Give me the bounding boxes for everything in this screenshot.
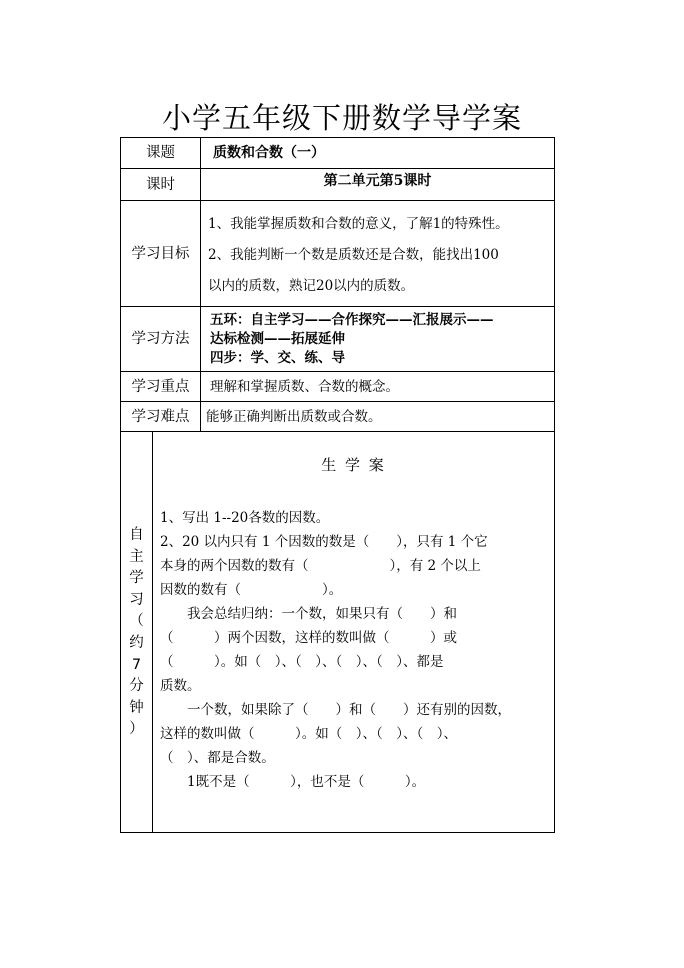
goals-line: 1、我能掌握质数和合数的意义，了解1的特殊性。 — [208, 216, 509, 232]
goals-label: 学习目标 — [131, 246, 190, 262]
goals-line: 2、我能判断一个数是质数还是合数，能找出100 — [208, 247, 499, 263]
side-label-char: 主 — [129, 548, 144, 565]
side-label-char: 钟 — [129, 699, 144, 716]
method-line: 四步：学、交、练、导 — [210, 350, 345, 366]
side-label-char: 分 — [129, 678, 144, 695]
content-line: 本身的两个因数的数有（ ），有 2 个以上 — [160, 558, 481, 574]
goals-line: 以内的质数，熟记20以内的质数。 — [208, 278, 415, 294]
side-label-char: ） — [129, 721, 144, 738]
content-line: 1、写出 1--20各数的因数。 — [160, 510, 330, 526]
topic-value: 质数和合数（一） — [213, 145, 325, 161]
content-line: （ ）。如（ ）、（ ）、（ ）、（ ）、都是 — [160, 654, 444, 670]
focus-value: 理解和掌握质数、合数的概念。 — [210, 379, 399, 395]
method-text — [210, 311, 494, 368]
goals-text — [208, 209, 509, 302]
side-label-char: （ — [129, 613, 144, 630]
content-line: （ ）、都是合数。 — [160, 750, 275, 766]
side-label-char: 约 — [129, 634, 144, 651]
difficulty-value: 能够正确判断出质数或合数。 — [206, 409, 382, 425]
method-line: 达标检测——拓展延伸 — [210, 331, 345, 347]
content-line: 一个数，如果除了（ ）和（ ）还有别的因数， — [160, 702, 511, 718]
side-label-char: 习 — [129, 591, 144, 608]
difficulty-label: 学习难点 — [131, 409, 190, 425]
period-label: 课时 — [146, 177, 175, 193]
self-study-content — [160, 506, 511, 794]
content-line: 因数的数有（ ）。 — [160, 582, 343, 598]
period-value: 第二单元第5课时 — [323, 173, 432, 189]
method-label: 学习方法 — [131, 331, 190, 347]
side-label-char: 7 — [131, 656, 142, 673]
content-line: 1既不是（ ），也不是（ ）。 — [160, 774, 426, 790]
content-line: 这样的数叫做（ ）。如（ ）、（ ）、（ ）、 — [160, 726, 457, 742]
content-line: 我会总结归纳：一个数，如果只有（ ）和 — [160, 606, 457, 622]
side-label-char: 学 — [129, 570, 144, 587]
topic-label: 课题 — [146, 145, 175, 161]
page-title: 小学五年级下册数学导学案 — [161, 101, 522, 135]
content-line: 质数。 — [160, 678, 201, 694]
self-study-side-label — [121, 525, 152, 741]
self-study-heading: 生 学 案 — [321, 456, 386, 474]
focus-label: 学习重点 — [131, 379, 190, 395]
side-label-char: 自 — [129, 527, 144, 543]
method-line: 五环：自主学习——合作探究——汇报展示—— — [210, 312, 494, 328]
content-line: （ ）两个因数，这样的数叫做（ ）或 — [160, 630, 457, 646]
content-line: 2、20 以内只有 1 个因数的数是（ ），只有 1 个它 — [160, 534, 488, 550]
